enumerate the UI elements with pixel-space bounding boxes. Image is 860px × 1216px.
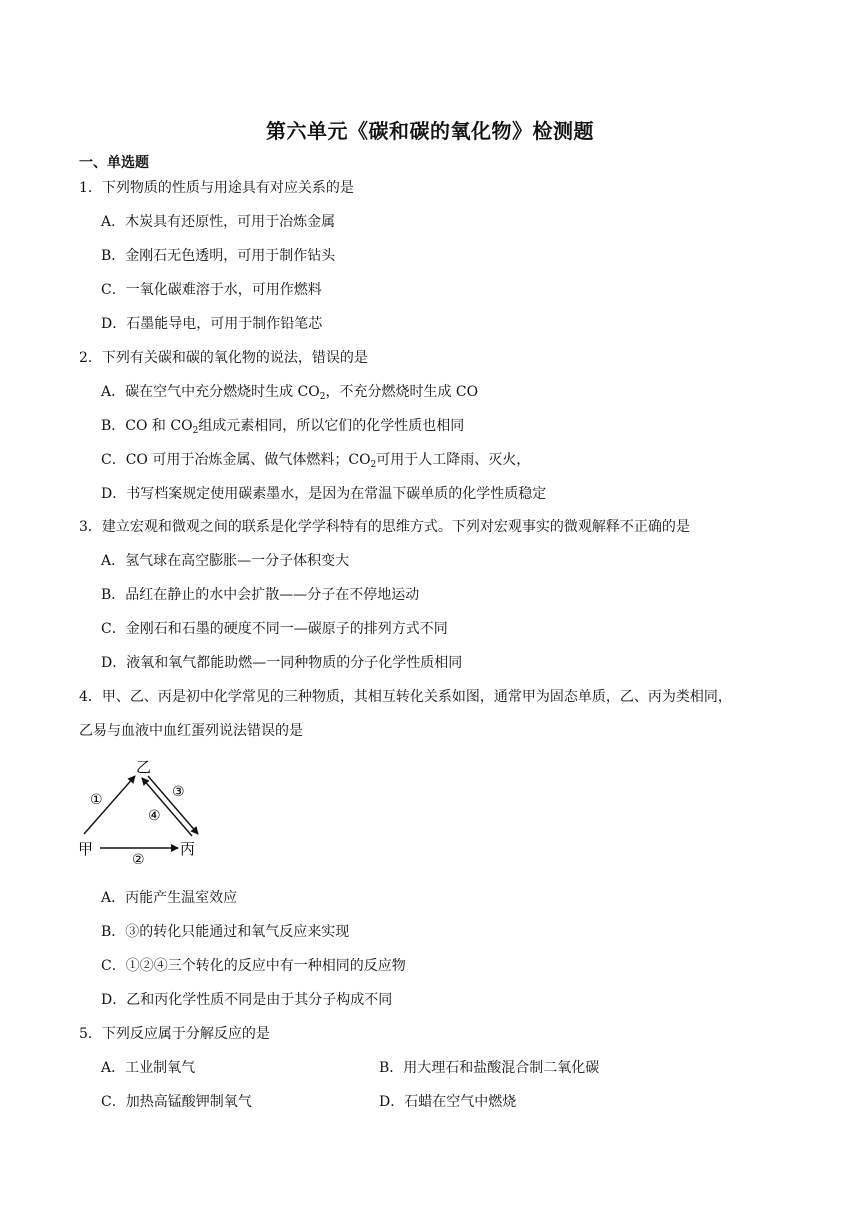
question-2-option-d: D．书写档案规定使用碳素墨水，是因为在常温下碳单质的化学性质稳定 <box>101 486 547 502</box>
question-2-option-c: C．CO 可用于冶炼金属、做气体燃料；$CO_2$可用于人工降雨、灭火， <box>101 452 531 470</box>
question-3-option-a: A．氢气球在高空膨胀—一分子体积变大 <box>101 553 350 569</box>
label-circled-3: ③ <box>172 784 185 800</box>
node-bing: 丙 <box>180 840 196 858</box>
question-1-option-c: C．一氧化碳难溶于水，可用作燃料 <box>101 282 322 298</box>
node-jia: 甲 <box>78 840 94 858</box>
question-1-option-d: D．石墨能导电，可用于制作铅笔芯 <box>101 316 323 332</box>
question-2-option-b: B．CO 和 $CO_2$组成元素相同，所以它们的化学性质也相同 <box>101 418 465 436</box>
section-heading: 一、单选题 <box>79 155 149 171</box>
question-4-option-a: A．丙能产生温室效应 <box>101 890 238 906</box>
question-4-option-b: B．③的转化只能通过和氧气反应来实现 <box>101 924 350 940</box>
question-2-stem: 2．下列有关碳和碳的氧化物的说法，错误的是 <box>79 350 368 366</box>
question-1-stem: 1．下列物质的性质与用途具有对应关系的是 <box>79 180 354 196</box>
node-yi: 乙 <box>136 758 152 776</box>
question-3-stem: 3．建立宏观和微观之间的联系是化学学科特有的思维方式。下列对宏观事实的微观解释不正确的是 <box>79 519 690 535</box>
question-1-option-a: A．木炭具有还原性，可用于冶炼金属 <box>101 214 336 230</box>
label-circled-2: ② <box>132 852 145 864</box>
conversion-diagram <box>74 752 214 864</box>
label-circled-1: ① <box>90 792 103 808</box>
question-4-option-d: D．乙和丙化学性质不同是由于其分子构成不同 <box>101 992 393 1008</box>
label-circled-4: ④ <box>148 808 161 824</box>
question-5-option-c: C．加热高锰酸钾制氧气 <box>101 1094 252 1110</box>
question-5-option-b: B．用大理石和盐酸混合制二氧化碳 <box>379 1060 600 1076</box>
question-5-option-d: D．石蜡在空气中燃烧 <box>379 1094 517 1110</box>
question-5-option-a: A．工业制氧气 <box>101 1060 196 1076</box>
question-1-option-b: B．金刚石无色透明，可用于制作钻头 <box>101 248 336 264</box>
question-3-option-c: C．金刚石和石墨的硬度不同一—碳原子的排列方式不同 <box>101 621 448 637</box>
page-title: 第六单元《碳和碳的氧化物》检测题 <box>266 119 594 143</box>
question-4-stem-line1: 4．甲、乙、丙是初中化学常见的三种物质，其相互转化关系如图，通常甲为固态单质，乙、丙为类相同， <box>79 689 732 705</box>
question-4-stem-line2: 乙易与血液中血红蛋列说法错误的是 <box>79 723 303 739</box>
question-3-option-b: B．品红在静止的水中会扩散——分子在不停地运动 <box>101 587 420 603</box>
question-3-option-d: D．液氧和氧气都能助燃—一同种物质的分子化学性质相同 <box>101 655 463 671</box>
question-5-stem: 5．下列反应属于分解反应的是 <box>79 1026 270 1042</box>
question-4-option-c: C．①②④三个转化的反应中有一种相同的反应物 <box>101 958 406 974</box>
question-2-option-a: A．碳在空气中充分燃烧时生成 $CO_2$，不充分燃烧时生成 CO <box>101 384 479 402</box>
